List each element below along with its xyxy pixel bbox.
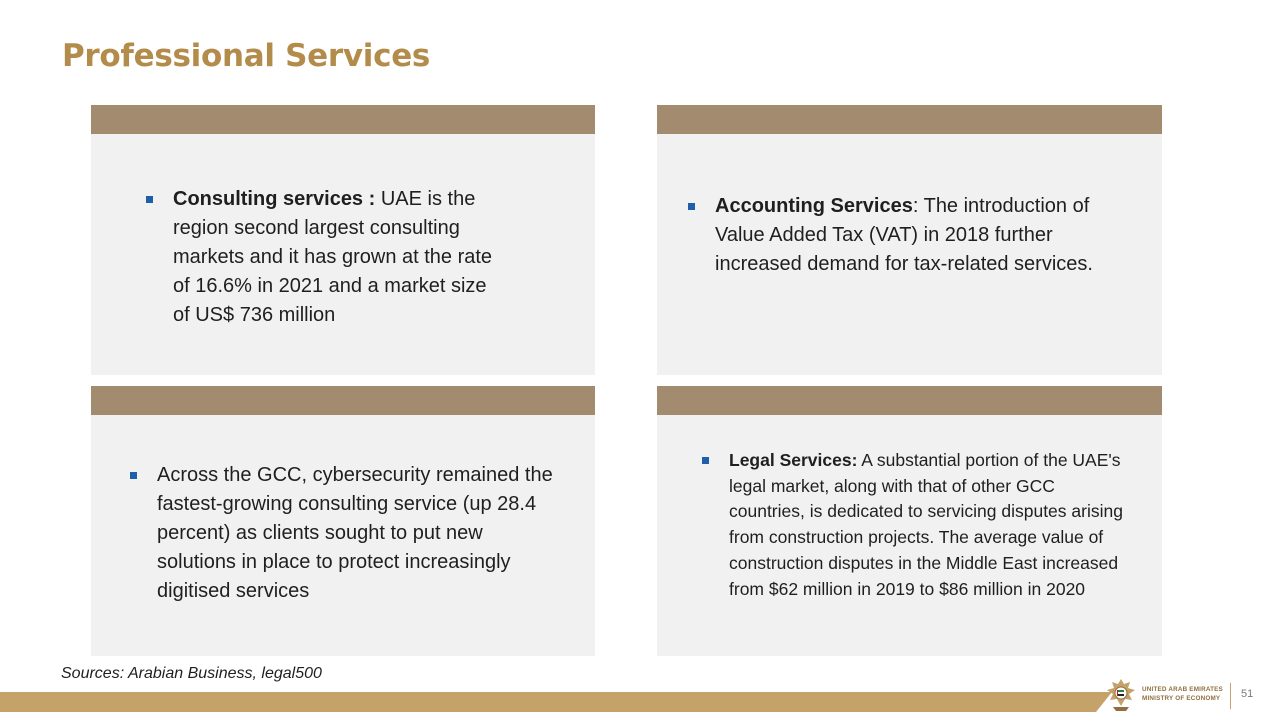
- footer-divider: [1230, 683, 1231, 709]
- square-bullet-icon: [130, 472, 137, 479]
- page-number: 51: [1241, 688, 1254, 700]
- ministry-line-1: UNITED ARAB EMIRATES: [1142, 686, 1223, 693]
- accounting-card: [657, 105, 1162, 375]
- ministry-line-2: MINISTRY OF ECONOMY: [1142, 695, 1221, 702]
- list-item: [687, 192, 1107, 279]
- bullet-list: [129, 461, 559, 606]
- cybersecurity-card: [91, 386, 595, 656]
- card-header-band: [91, 386, 595, 415]
- list-item: [129, 461, 559, 606]
- square-bullet-icon: [702, 457, 709, 464]
- falcon-emblem-icon: [1104, 676, 1138, 714]
- legal-heading: Legal Services:: [729, 450, 858, 470]
- footer-bar: [0, 692, 1096, 712]
- consulting-card: [91, 105, 595, 375]
- list-item: [701, 448, 1126, 602]
- bullet-list: [145, 185, 505, 330]
- consulting-body: UAE is the region second largest consulting markets and it has grown at the rate of 16.6% in 2021 and a market size of US$ 736 million: [173, 188, 493, 326]
- legal-card: [657, 386, 1162, 656]
- legal-body: A substantial portion of the UAE's legal market, along with that of other GCC countries, is dedicated to servicing disputes arising from construction projects. The average value of construction disputes in the Middle East increased from $62 million in 2019 to $86 million in 2020: [729, 450, 1123, 599]
- card-header-band: [657, 105, 1162, 134]
- square-bullet-icon: [146, 196, 153, 203]
- consulting-heading: Consulting services :: [173, 188, 376, 210]
- list-item: [145, 185, 505, 330]
- card-header-band: [657, 386, 1162, 415]
- bullet-list: [687, 192, 1107, 279]
- cybersecurity-body: Across the GCC, cybersecurity remained the fastest-growing consulting service (up 28.4 percent) as clients sought to put new solutions in place to protect increasingly digitised services: [157, 464, 553, 602]
- bullet-list: [701, 448, 1126, 602]
- accounting-heading: Accounting Services: [715, 195, 913, 217]
- sources-note: Sources: Arabian Business, legal500: [61, 665, 322, 682]
- ministry-wordmark: [1142, 685, 1234, 703]
- accounting-body: : The introduction of Value Added Tax (VAT) in 2018 further increased demand for tax-related services.: [715, 195, 1093, 275]
- slide-title: Professional Services: [62, 38, 431, 74]
- square-bullet-icon: [688, 203, 695, 210]
- card-header-band: [91, 105, 595, 134]
